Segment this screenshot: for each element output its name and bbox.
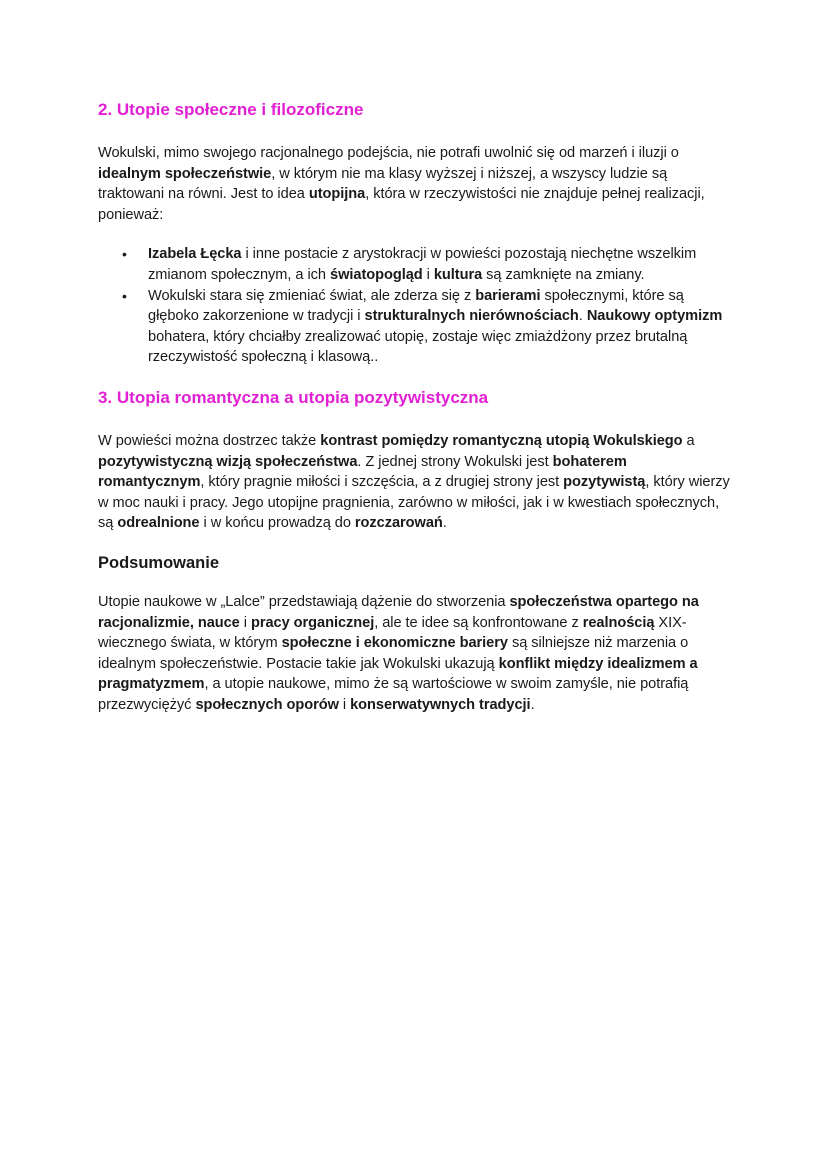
text-run: , który wierzy w moc nauki i pracy. Jego utopijne pragnienia, zarówno w miłości, jak i w kwestiach społecznych, są [98,474,730,532]
text-run: i w końcu prowadzą do [199,515,355,532]
text-run: Wokulski stara się zmieniać świat, ale zderza się z [148,287,476,304]
text-run: są zamknięte na zmiany. [482,266,645,283]
text-run: Utopie naukowe w „Lalce” przedstawiają dążenie do stworzenia [98,593,510,610]
bold-text-run: pracy organicznej [250,614,375,631]
bold-text-run: idealnym społeczeństwie [98,165,272,182]
bold-text-run: pozytywistyczną wizją społeczeństwa [98,453,358,470]
bold-text-run: światopogląd [330,266,423,283]
text-run: społecznymi, które są głęboko zakorzenione w tradycji i [148,287,684,325]
bold-text-run: barierami [475,287,541,304]
bold-text-run: pozytywistą [563,474,646,491]
text-run: . [578,308,587,325]
bold-text-run: strukturalnych nierównościach [364,308,579,325]
bold-text-run: Izabela Łęcka [148,246,242,263]
section-2-intro [98,143,730,225]
text-run: , w którym nie ma klasy wyższej i niższej, a wszyscy ludzie są traktowani na równi. Jest to idea [98,165,668,203]
text-run: XIX-wiecznego świata, w którym [98,614,687,652]
bold-text-run: społecznych oporów [195,696,339,713]
bold-text-run: kontrast pomiędzy romantyczną utopią Wokulskiego [320,432,683,449]
list-item-text [148,288,722,366]
bold-text-run: rozczarowań [354,515,443,532]
text-run: i [422,266,434,283]
text-run: a [682,432,695,449]
bold-text-run: konflikt między idealizmem a pragmatyzmem [98,655,698,693]
text-run: , ale te idee są konfrontowane z [374,614,583,631]
text-run: , a utopie naukowe, mimo że są wartościowe w swoim zamyśle, nie potrafią przezwyciężyć [98,676,689,713]
bullet-icon: • [122,287,127,304]
text-run: W powieści można dostrzec także [98,432,321,449]
text-run: . Z jednej strony Wokulski jest [357,453,553,470]
bold-text-run: bohaterem romantycznym [98,453,627,491]
summary-body [98,592,730,716]
text-run: bohatera, który chciałby zrealizować utopię, zostaje więc zmiażdżony przez brutalną rzeczywistość społeczną i klasową.. [148,328,688,366]
text-run: . [530,696,535,713]
document-page [98,96,730,715]
text-run: , która w rzeczywistości nie znajduje pełnej realizacji, ponieważ: [98,186,705,223]
text-run: są silniejsze niż marzenia o idealnym społeczeństwie. Postacie takie jak Wokulski ukazują [98,635,689,672]
bold-text-run: społeczne i ekonomiczne bariery [281,635,508,652]
list-item [98,244,730,285]
list-item-text [148,246,696,283]
list-item [98,286,730,368]
text-run: i [338,696,351,713]
section-3-body [98,431,730,534]
bullet-icon: • [122,246,127,263]
text-run: , który pragnie miłości i szczęścia, a z drugiej strony jest [200,474,564,491]
bold-text-run: konserwatywnych tradycji [350,696,531,713]
section-2-heading: 2. Utopie społeczne i filozoficzne [98,100,364,119]
summary-heading: Podsumowanie [98,553,220,572]
bold-text-run: odrealnione [117,515,200,532]
text-run: i [239,614,251,631]
text-run: i inne postacie z arystokracji w powieści pozostają niechętne wszelkim zmianom społecznym, a ich [148,246,697,283]
bold-text-run: Naukowy optymizm [586,308,723,325]
section-2-bullet-list [98,244,730,368]
bold-text-run: kultura [433,266,483,283]
section-3-heading: 3. Utopia romantyczna a utopia pozytywistyczna [98,387,489,407]
bold-text-run: realnością [582,614,655,631]
bold-text-run: społeczeństwa opartego na racjonalizmie, nauce [98,593,699,631]
text-run: Wokulski, mimo swojego racjonalnego podejścia, nie potrafi uwolnić się od marzeń i iluzji o [98,145,679,161]
text-run: . [442,515,447,532]
bold-text-run: utopijna [308,186,366,203]
